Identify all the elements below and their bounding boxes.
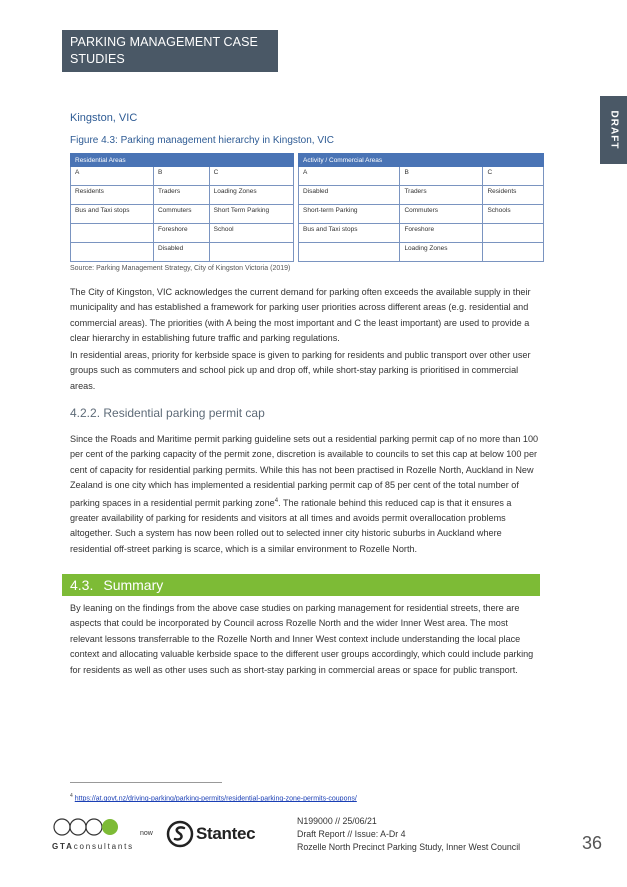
draft-label: DRAFT	[608, 110, 619, 150]
paragraph-permit-cap-part2: . The rationale behind this reduced cap is that it ensures a greater availability of parking for residents and visitors at all times and avoids permit overallocation problems altogether. Such a system has now been rolled out to selected inner city historic suburbs in Auckland where residential off-street parking is scarce, which is a similar environment to Rozelle North.	[70, 497, 512, 554]
gta-wordmark-rest: consultants	[73, 842, 134, 851]
gta-wordmark-bold: GTA	[52, 842, 74, 851]
document-number: N199000 // 25/06/21	[297, 816, 377, 826]
table-cell	[71, 243, 154, 262]
draft-tab	[600, 96, 627, 164]
table-cell: Loading Zones	[400, 243, 483, 262]
col-header: B	[400, 167, 483, 186]
table-cell: Commuters	[153, 205, 209, 224]
commercial-table	[298, 153, 544, 262]
table-cell	[299, 243, 400, 262]
table-cell: Disabled	[299, 186, 400, 205]
footnote	[70, 793, 357, 802]
source-note: Source: Parking Management Strategy, City of Kingston Victoria (2019)	[70, 265, 291, 272]
table-cell: Residents	[483, 186, 544, 205]
table-cell: Foreshore	[400, 224, 483, 243]
table-cell: Foreshore	[153, 224, 209, 243]
footnote-reference[interactable]: 4	[274, 497, 279, 504]
residential-table-title: Residential Areas	[71, 154, 294, 167]
paragraph-residential-priority: In residential areas, priority for kerbside space is given to parking for residents and public transport over other user groups such as commuters and school pick up and drop off, while short-stay parking is prioritised in commercial areas.	[70, 350, 531, 391]
stantec-icon	[166, 820, 194, 848]
table-cell: Traders	[153, 186, 209, 205]
col-header: C	[209, 167, 293, 186]
paragraph-kingston-framework: The City of Kingston, VIC acknowledges the current demand for parking often exceeds the available supply in their municipality and has established a framework for parking user priorities across different areas (e.g. residential and commercial areas). The priorities (with A being the most important and C the least important) are used to provide a clear hierarchy in establishing future traffic and parking regulations.	[70, 287, 531, 344]
footnote-number: 4	[70, 793, 73, 799]
table-cell: Schools	[483, 205, 544, 224]
col-header: A	[299, 167, 400, 186]
table-cell	[483, 224, 544, 243]
residential-table	[70, 153, 294, 262]
footnote-link[interactable]: https://at.govt.nz/driving-parking/parking-permits/residential-parking-zone-permits-coupons/	[74, 795, 357, 803]
figure-caption: Figure 4.3: Parking management hierarchy in Kingston, VIC	[70, 135, 335, 146]
commercial-table-title: Activity / Commercial Areas	[299, 154, 544, 167]
table-cell: Loading Zones	[209, 186, 293, 205]
paragraph-summary: By leaning on the findings from the above case studies on parking management for residential streets, there are aspects that could be incorporated by Council across Rozelle North and the wider Inner West area. The most relevant lessons transferrable to the Rozelle North and Inner West context include understanding the local place context and allocating valuable kerbside space to the different user groups accordingly, which could include parking for residents as well as other uses such as short-stay parking in commercial areas or space for public transport.	[70, 603, 534, 675]
section-heading: Kingston, VIC	[70, 112, 138, 124]
summary-title: Summary	[103, 577, 164, 593]
summary-number: 4.3.	[70, 577, 94, 593]
summary-heading-bar	[62, 574, 540, 596]
gta-wordmark	[52, 842, 134, 851]
col-header: B	[153, 167, 209, 186]
table-cell: Commuters	[400, 205, 483, 224]
table-cell: Residents	[71, 186, 154, 205]
col-header: C	[483, 167, 544, 186]
table-cell: Bus and Taxi stops	[71, 205, 154, 224]
table-cell	[71, 224, 154, 243]
stantec-wordmark: Stantec	[196, 824, 256, 843]
gta-consultants-logo	[52, 816, 132, 856]
table-cell: Bus and Taxi stops	[299, 224, 400, 243]
table-cell: Traders	[400, 186, 483, 205]
chapter-header	[62, 30, 278, 72]
subheading-permit-cap: 4.2.2. Residential parking permit cap	[70, 406, 265, 420]
table-cell: Short-term Parking	[299, 205, 400, 224]
document-info	[297, 815, 520, 854]
paragraph-permit-cap	[70, 432, 540, 557]
col-header: A	[71, 167, 154, 186]
document-issue: Draft Report // Issue: A-Dr 4	[297, 829, 406, 839]
table-cell	[483, 243, 544, 262]
now-label: now	[140, 830, 153, 837]
chapter-header-line1: PARKING MANAGEMENT CASE	[70, 35, 258, 49]
chapter-header-line2: STUDIES	[70, 52, 125, 66]
paragraph-permit-cap-part1: Since the Roads and Maritime permit parking guideline sets out a residential parking permit cap of no more than 100 per cent of the parking capacity of the permit zone, discretion is available to councils to set this cap at below 100 per cent of capacity for residential parking permits. While this has not been practised in Rozelle North, Auckland in New Zealand is one city which has implemented a residential parking permit cap of 85 per cent of the total number of parking spaces in a residential permit parking zone	[70, 434, 539, 508]
table-cell: Disabled	[153, 243, 209, 262]
page-number: 36	[582, 833, 603, 853]
gta-circles-icon	[52, 816, 122, 838]
table-cell	[209, 243, 293, 262]
hierarchy-tables	[70, 153, 544, 260]
table-cell: Short Term Parking	[209, 205, 293, 224]
table-cell: School	[209, 224, 293, 243]
document-title: Rozelle North Precinct Parking Study, Inner West Council	[297, 842, 521, 852]
footnote-divider	[70, 782, 222, 783]
